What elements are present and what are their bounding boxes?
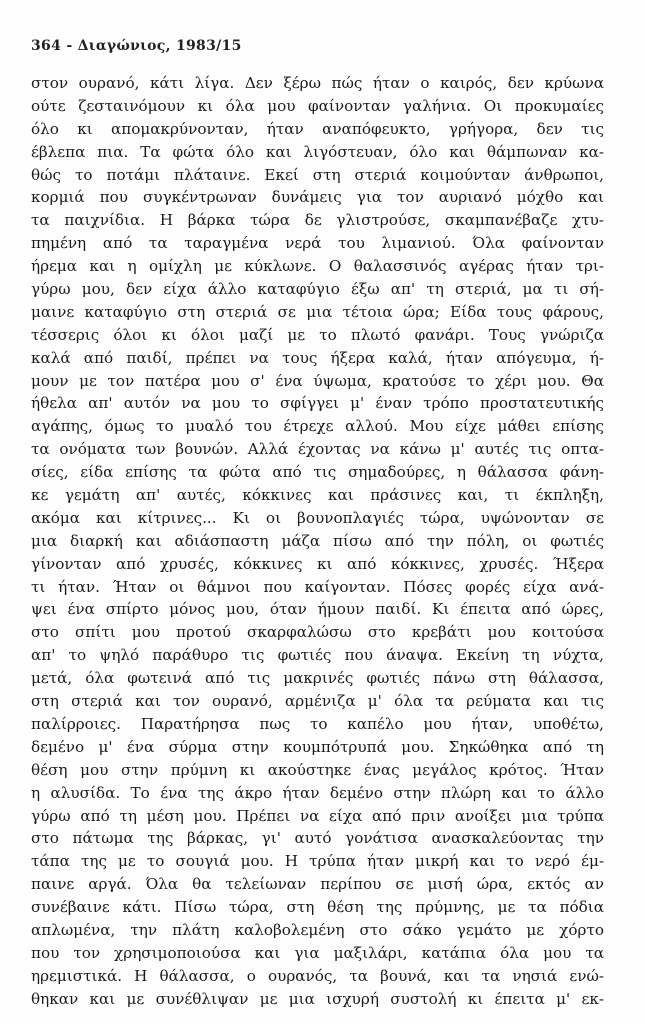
text-line: στο πάτωμα της βάρκας, γι' αυτό γονάτισα ανασκαλεύοντας την bbox=[31, 829, 604, 848]
body-text bbox=[31, 72, 604, 1011]
text-line: ήθελα απ' αυτόν να μου το σφίγγει μ' έναν τρόπο προστατευτικής bbox=[31, 394, 604, 413]
text-line: μουν με τον πατέρα μου σ' ένα ύψωμα, κρατούσε το χέρι μου. Θα bbox=[31, 371, 604, 390]
text-line: σίες, είδα επίσης τα φώτα από τις σημαδούρες, η θάλασσα φάνη- bbox=[31, 463, 604, 482]
text-line: γύρω από τη μέση μου. Πρέπει να είχα από πριν ανοίξει μια τρύπα bbox=[31, 806, 604, 825]
text-line: θώς το ποτάμι πλάταινε. Εκεί στη στεριά κοιμούνταν άνθρωποι, bbox=[31, 165, 604, 184]
page-header bbox=[31, 38, 242, 54]
text-line: δεμένο μ' ένα σύρμα στην κουμπότρυπά μου. Σηκώθηκα από τη bbox=[31, 737, 604, 756]
text-line: στη στεριά και τον ουρανό, αρμένιζα μ' όλα τα ρεύματα και τις bbox=[31, 692, 604, 711]
text-line: συνέβαινε κάτι. Πίσω τώρα, στη θέση της πρύμνης, με τα πόδια bbox=[31, 898, 604, 917]
text-line: η αλυσίδα. Το ένα της άκρο ήταν δεμένο στην πλώρη και το άλλο bbox=[31, 783, 604, 802]
text-line: όλο κι απομακρύνονταν, ήταν αναπόφευκτο, γρήγορα, δεν τις bbox=[31, 119, 604, 138]
text-line: πημένη από τα ταραγμένα νερά του λιμανιού. Όλα φαίνονταν bbox=[31, 234, 604, 253]
page-number: 364 bbox=[31, 38, 62, 54]
text-line: γίνονταν από χρυσές, κόκκινες κι από κόκκινες, χρυσές. Ήξερα bbox=[31, 554, 604, 573]
text-line: στο σπίτι μου προτού σκαρφαλώσω στο κρεβάτι μου κοιτούσα bbox=[31, 623, 604, 642]
text-line: θέση μου στην πρύμνη κι ακούστηκε ένας μεγάλος κρότος. Ήταν bbox=[31, 760, 604, 779]
text-line: ήρεμα και η ομίχλη με κύκλωνε. Ο θαλασσινός αγέρας ήταν τρι- bbox=[31, 257, 604, 276]
text-line: γύρω μου, δεν είχα άλλο καταφύγιο έξω απ' τη στεριά, μα τι σή- bbox=[31, 280, 604, 299]
text-line: κε γεμάτη απ' αυτές, κόκκινες και πράσινες και, τι έκπληξη, bbox=[31, 486, 604, 505]
text-line: ηρεμιστικά. Η θάλασσα, ο ουρανός, τα βουνά, και τα νησιά ενώ- bbox=[31, 966, 604, 985]
text-line: ακόμα και κίτρινες... Κι οι βουνοπλαγιές τώρα, υψώνονταν σε bbox=[31, 508, 604, 527]
text-line: κορμιά που συγκέντρωναν δυνάμεις για τον αυριανό μόχθο και bbox=[31, 188, 604, 207]
text-line: παινε αργά. Όλα θα τελείωναν περίπου σε μισή ώρα, εκτός αν bbox=[31, 875, 604, 894]
text-line: παλίρροιες. Παρατήρησα πως το καπέλο μου ήταν, υποθέτω, bbox=[31, 714, 604, 733]
text-line: μια διαρκή και αδιάσπαστη μάζα πίσω από την πόλη, οι φωτιές bbox=[31, 531, 604, 550]
text-line: τέσσερις όλοι κι όλοι μαζί με το πλωτό φανάρι. Τους γνώριζα bbox=[31, 325, 604, 344]
text-line: τι ήταν. Ήταν οι θάμνοι που καίγονταν. Πόσες φορές είχα ανά- bbox=[31, 577, 604, 596]
text-line: που τον χρησιμοποιούσα και για μαξιλάρι, κατάπια όλα μου τα bbox=[31, 943, 604, 962]
text-line: απ' το ψηλό παράθυρο τις φωτιές που άναψα. Εκείνη τη νύχτα, bbox=[31, 646, 604, 665]
text-line: απλωμένα, την πλάτη καλοβολεμένη στο σάκο γεμάτο με χόρτο bbox=[31, 920, 604, 939]
text-line: ψει ένα σπίρτο μόνος μου, όταν ήμουν παιδί. Κι έπειτα από ώρες, bbox=[31, 600, 604, 619]
text-line: τα ονόματα των βουνών. Αλλά έχοντας να κάνω μ' αυτές τις οπτα- bbox=[31, 440, 604, 459]
text-line: μαινε καταφύγιο στη στεριά σε μια τέτοια ώρα; Είδα τους φάρους, bbox=[31, 302, 604, 321]
text-line: ούτε ζεσταινόμουν κι όλα μου φαίνονταν γαλήνια. Οι προκυμαίες bbox=[31, 96, 604, 115]
text-line: στον ουρανό, κάτι λίγα. Δεν ξέρω πώς ήταν ο καιρός, δεν κρύωνα bbox=[31, 74, 604, 92]
text-line: θηκαν και με συνέθλιψαν με μια ισχυρή συστολή κι έπειτα μ' εκ- bbox=[31, 989, 604, 1008]
text-line: αγάπης, όμως το μυαλό του έτρεχε αλλού. Μου είχε μάθει επίσης bbox=[31, 417, 604, 436]
text-line: μετά, όλα φωτεινά από τις μακρινές φωτιές πάνω στη θάλασσα, bbox=[31, 669, 604, 688]
text-line: τα παιχνίδια. Η βάρκα τώρα δε γλιστρούσε, σκαμπανέβαζε χτυ- bbox=[31, 211, 604, 230]
running-title: - Διαγώνιος, 1983/15 bbox=[66, 38, 242, 54]
text-line: καλά από παιδί, πρέπει να τους ήξερα καλά, ήταν απόγευμα, ή- bbox=[31, 348, 604, 367]
text-line: τάπα της με το σουγιά μου. Η τρύπα ήταν μικρή και το νερό έμ- bbox=[31, 852, 604, 871]
text-line: έβλεπα πια. Τα φώτα όλο και λιγόστευαν, όλο και θάμπωναν κα- bbox=[31, 142, 604, 161]
